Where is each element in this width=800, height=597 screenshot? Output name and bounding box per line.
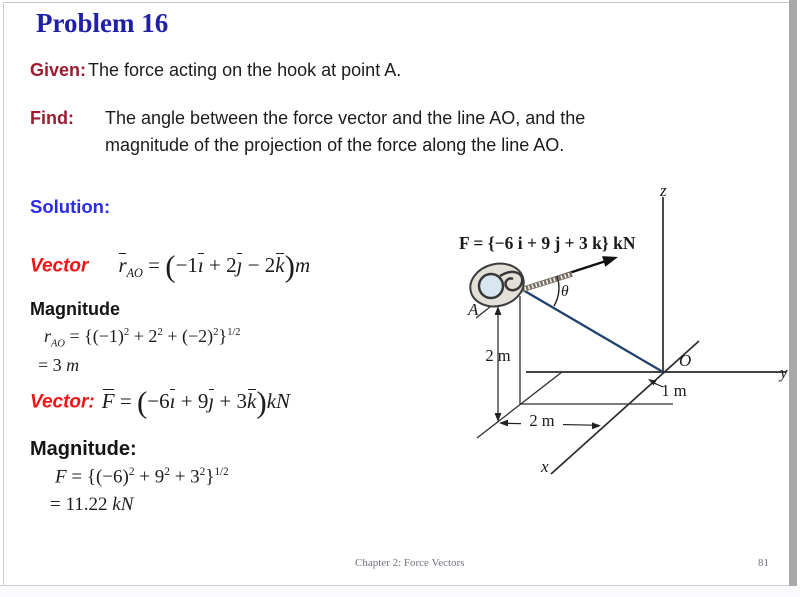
slide-right-edge-strip (789, 0, 797, 586)
page-title: Problem 16 (36, 8, 169, 38)
find-text-line2: magnitude of the projection of the force along the line AO. (105, 135, 565, 155)
width-dim-arrow-right (592, 422, 601, 429)
given-text: The force acting on the hook at point A. (88, 60, 402, 80)
footer-page-number: 81 (758, 557, 769, 569)
z-axis-label: z (660, 181, 667, 200)
y-axis-label: y (780, 363, 788, 382)
footer-chapter: Chapter 2: Force Vectors (355, 557, 465, 569)
find-label: Find: (30, 108, 74, 128)
find-text-line1: The angle between the force vector and the line AO, and the (105, 108, 586, 128)
height-dim-label: 2 m (485, 346, 511, 365)
depth-dim-label: 1 m (661, 381, 687, 400)
solution-label: Solution: (30, 196, 111, 217)
given-label: Given: (30, 60, 87, 80)
origin-label: O (679, 351, 692, 370)
diagram-labels (459, 181, 788, 476)
vector-f-keyword: Vector: (30, 391, 95, 413)
magnitude-f-formula: $F = \{(-6)^2 + 9^2 + 3^2\}^{1/2}$ (55, 466, 229, 488)
x-axis-label: x (541, 457, 549, 476)
point-a-label: A (468, 300, 479, 319)
vector-keyword: Vector (30, 255, 89, 277)
theta-label: θ (561, 283, 569, 300)
width-dim-label: 2 m (529, 411, 555, 430)
construction-lines (476, 296, 673, 438)
magnitude-f-heading: Magnitude: (30, 438, 137, 460)
force-arrowhead (602, 256, 618, 267)
magnitude-rao-result: = 3 m (38, 355, 80, 375)
vector-rao-equation: $r_{AO}$ = (−1ı + 2ȷ − 2k)m (118, 248, 311, 283)
magnitude-rao-heading: Magnitude (30, 299, 120, 319)
magnitude-rao-formula: $r_{AO} = \{(-1)^2 + 2^2 + (-2)^2\}^{1/2}$ (44, 326, 241, 350)
x-axis (551, 341, 699, 474)
force-equation-label: F = {−6 i + 9 j + 3 k} kN (459, 233, 636, 253)
vector-f-equation: F = (−6ı + 9ȷ + 3k)kN (101, 384, 291, 419)
ao-line (523, 290, 663, 372)
magnitude-f-result: = 11.22 kN (50, 494, 134, 515)
hook-ring (479, 274, 503, 298)
